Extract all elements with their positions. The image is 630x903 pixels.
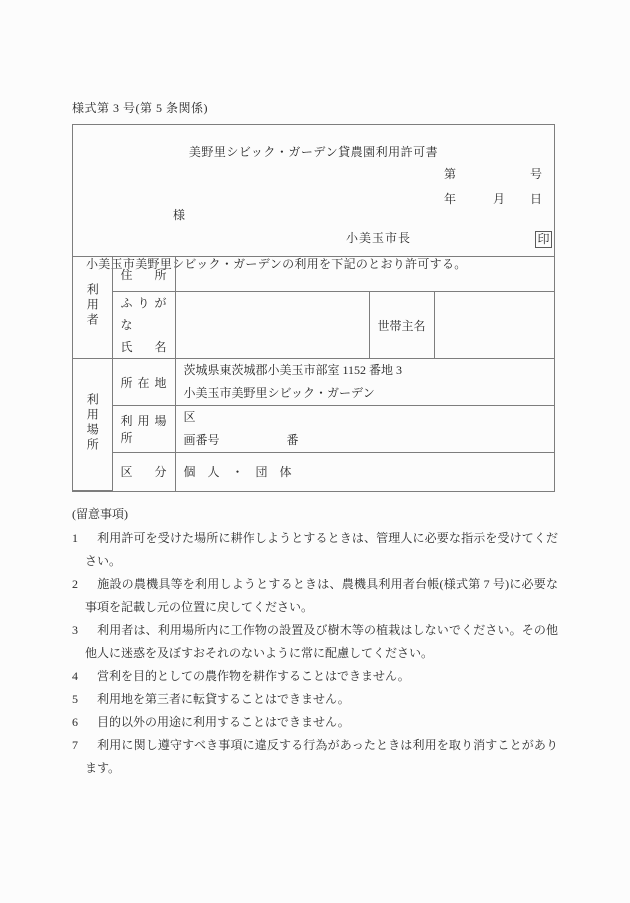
note-item-3 xyxy=(72,619,558,665)
form-number-label: 様式第 3 号(第 5 条関係) xyxy=(72,101,208,115)
note-text: 利用者は、利用場所内に工作物の設置及び樹木等の植栽はしないでください。その他他人に迷惑を及ぼすおそれのないように常に配慮してください。 xyxy=(85,623,558,660)
place-group-cell xyxy=(73,359,112,491)
note-item-6 xyxy=(72,711,558,734)
note-number: 3 xyxy=(72,623,78,637)
note-text: 営利を目的としての農作物を耕作することはできません。 xyxy=(97,669,410,683)
place-group-label: 利用場所 xyxy=(85,392,100,453)
doc-number-prefix: 第 xyxy=(444,167,457,181)
addressee-honorific: 様 xyxy=(173,208,186,222)
table-row xyxy=(73,292,554,359)
name-label: 氏名 xyxy=(120,340,167,354)
householder-label-cell: 世帯主名 xyxy=(369,292,434,359)
category-label-cell: 区分 xyxy=(112,453,175,491)
note-text: 利用に関し遵守すべき事項に違反する行為があったときは利用を取り消すことがあります。 xyxy=(85,738,558,775)
user-group-label: 利用者 xyxy=(85,283,100,328)
note-number: 7 xyxy=(72,738,78,752)
user-group-cell xyxy=(73,257,112,359)
furigana-label: ふりがな xyxy=(120,296,167,332)
seal-stamp-box: 印 xyxy=(535,231,552,248)
issuer-name: 小美玉市長 xyxy=(346,231,412,245)
doc-number-suffix: 号 xyxy=(530,167,543,181)
note-text: 利用許可を受けた場所に耕作しようとするときは、管理人に必要な指示を受けてください。 xyxy=(85,531,558,568)
note-number: 4 xyxy=(72,669,78,683)
permit-table xyxy=(73,256,554,491)
table-row xyxy=(73,453,554,491)
plot-number-label: 画番号 xyxy=(183,433,220,447)
notes-heading: (留意事項) xyxy=(72,507,128,521)
note-item-4 xyxy=(72,665,558,688)
table-row xyxy=(73,359,554,406)
householder-value-cell xyxy=(434,292,554,359)
use-place-value-cell xyxy=(175,406,554,453)
address-label-cell: 住所 xyxy=(112,257,175,292)
use-place-number-line xyxy=(184,429,547,452)
table-row xyxy=(73,406,554,453)
location-value-cell xyxy=(175,359,554,406)
use-place-ward-line: 区 xyxy=(183,410,196,424)
use-place-label-cell: 利用場所 xyxy=(112,406,175,453)
note-number: 1 xyxy=(72,531,78,545)
note-item-5 xyxy=(72,688,558,711)
date-month-label: 月 xyxy=(493,192,506,206)
note-number: 6 xyxy=(72,715,78,729)
notes-list xyxy=(72,527,558,780)
name-value-cell xyxy=(175,292,369,359)
note-item-7 xyxy=(72,734,558,780)
location-address-line2: 小美玉市美野里シビック・ガーデン xyxy=(183,386,375,400)
table-row xyxy=(73,257,554,292)
date-year-label: 年 xyxy=(444,192,457,206)
note-number: 5 xyxy=(72,692,78,706)
note-text: 利用地を第三者に転貸することはできません。 xyxy=(97,692,350,706)
permit-box xyxy=(72,124,555,492)
name-label-cell xyxy=(112,292,175,359)
category-value-cell: 個 人 ・ 団 体 xyxy=(175,453,554,491)
note-text: 施設の農機具等を利用しようとするときは、農機具利用者台帳(様式第 7 号)に必要な事項を記載し元の位置に戻してください。 xyxy=(85,577,558,614)
permit-title: 美野里シビック・ガーデン貸農園利用許可書 xyxy=(188,145,439,159)
note-item-1 xyxy=(72,527,558,573)
note-text: 目的以外の用途に利用することはできません。 xyxy=(97,715,350,729)
date-day-label: 日 xyxy=(530,192,543,206)
plot-number-suffix: 番 xyxy=(286,433,299,447)
note-number: 2 xyxy=(72,577,78,591)
location-label-cell: 所在地 xyxy=(112,359,175,406)
notes-section xyxy=(72,503,558,780)
address-value-cell xyxy=(175,257,554,292)
note-item-2 xyxy=(72,573,558,619)
grant-statement: 小美玉市美野里シビック・ガーデンの利用を下記のとおり許可する。 xyxy=(86,257,467,271)
location-address-line1: 茨城県東茨城郡小美玉市部室 1152 番地 3 xyxy=(183,363,403,377)
